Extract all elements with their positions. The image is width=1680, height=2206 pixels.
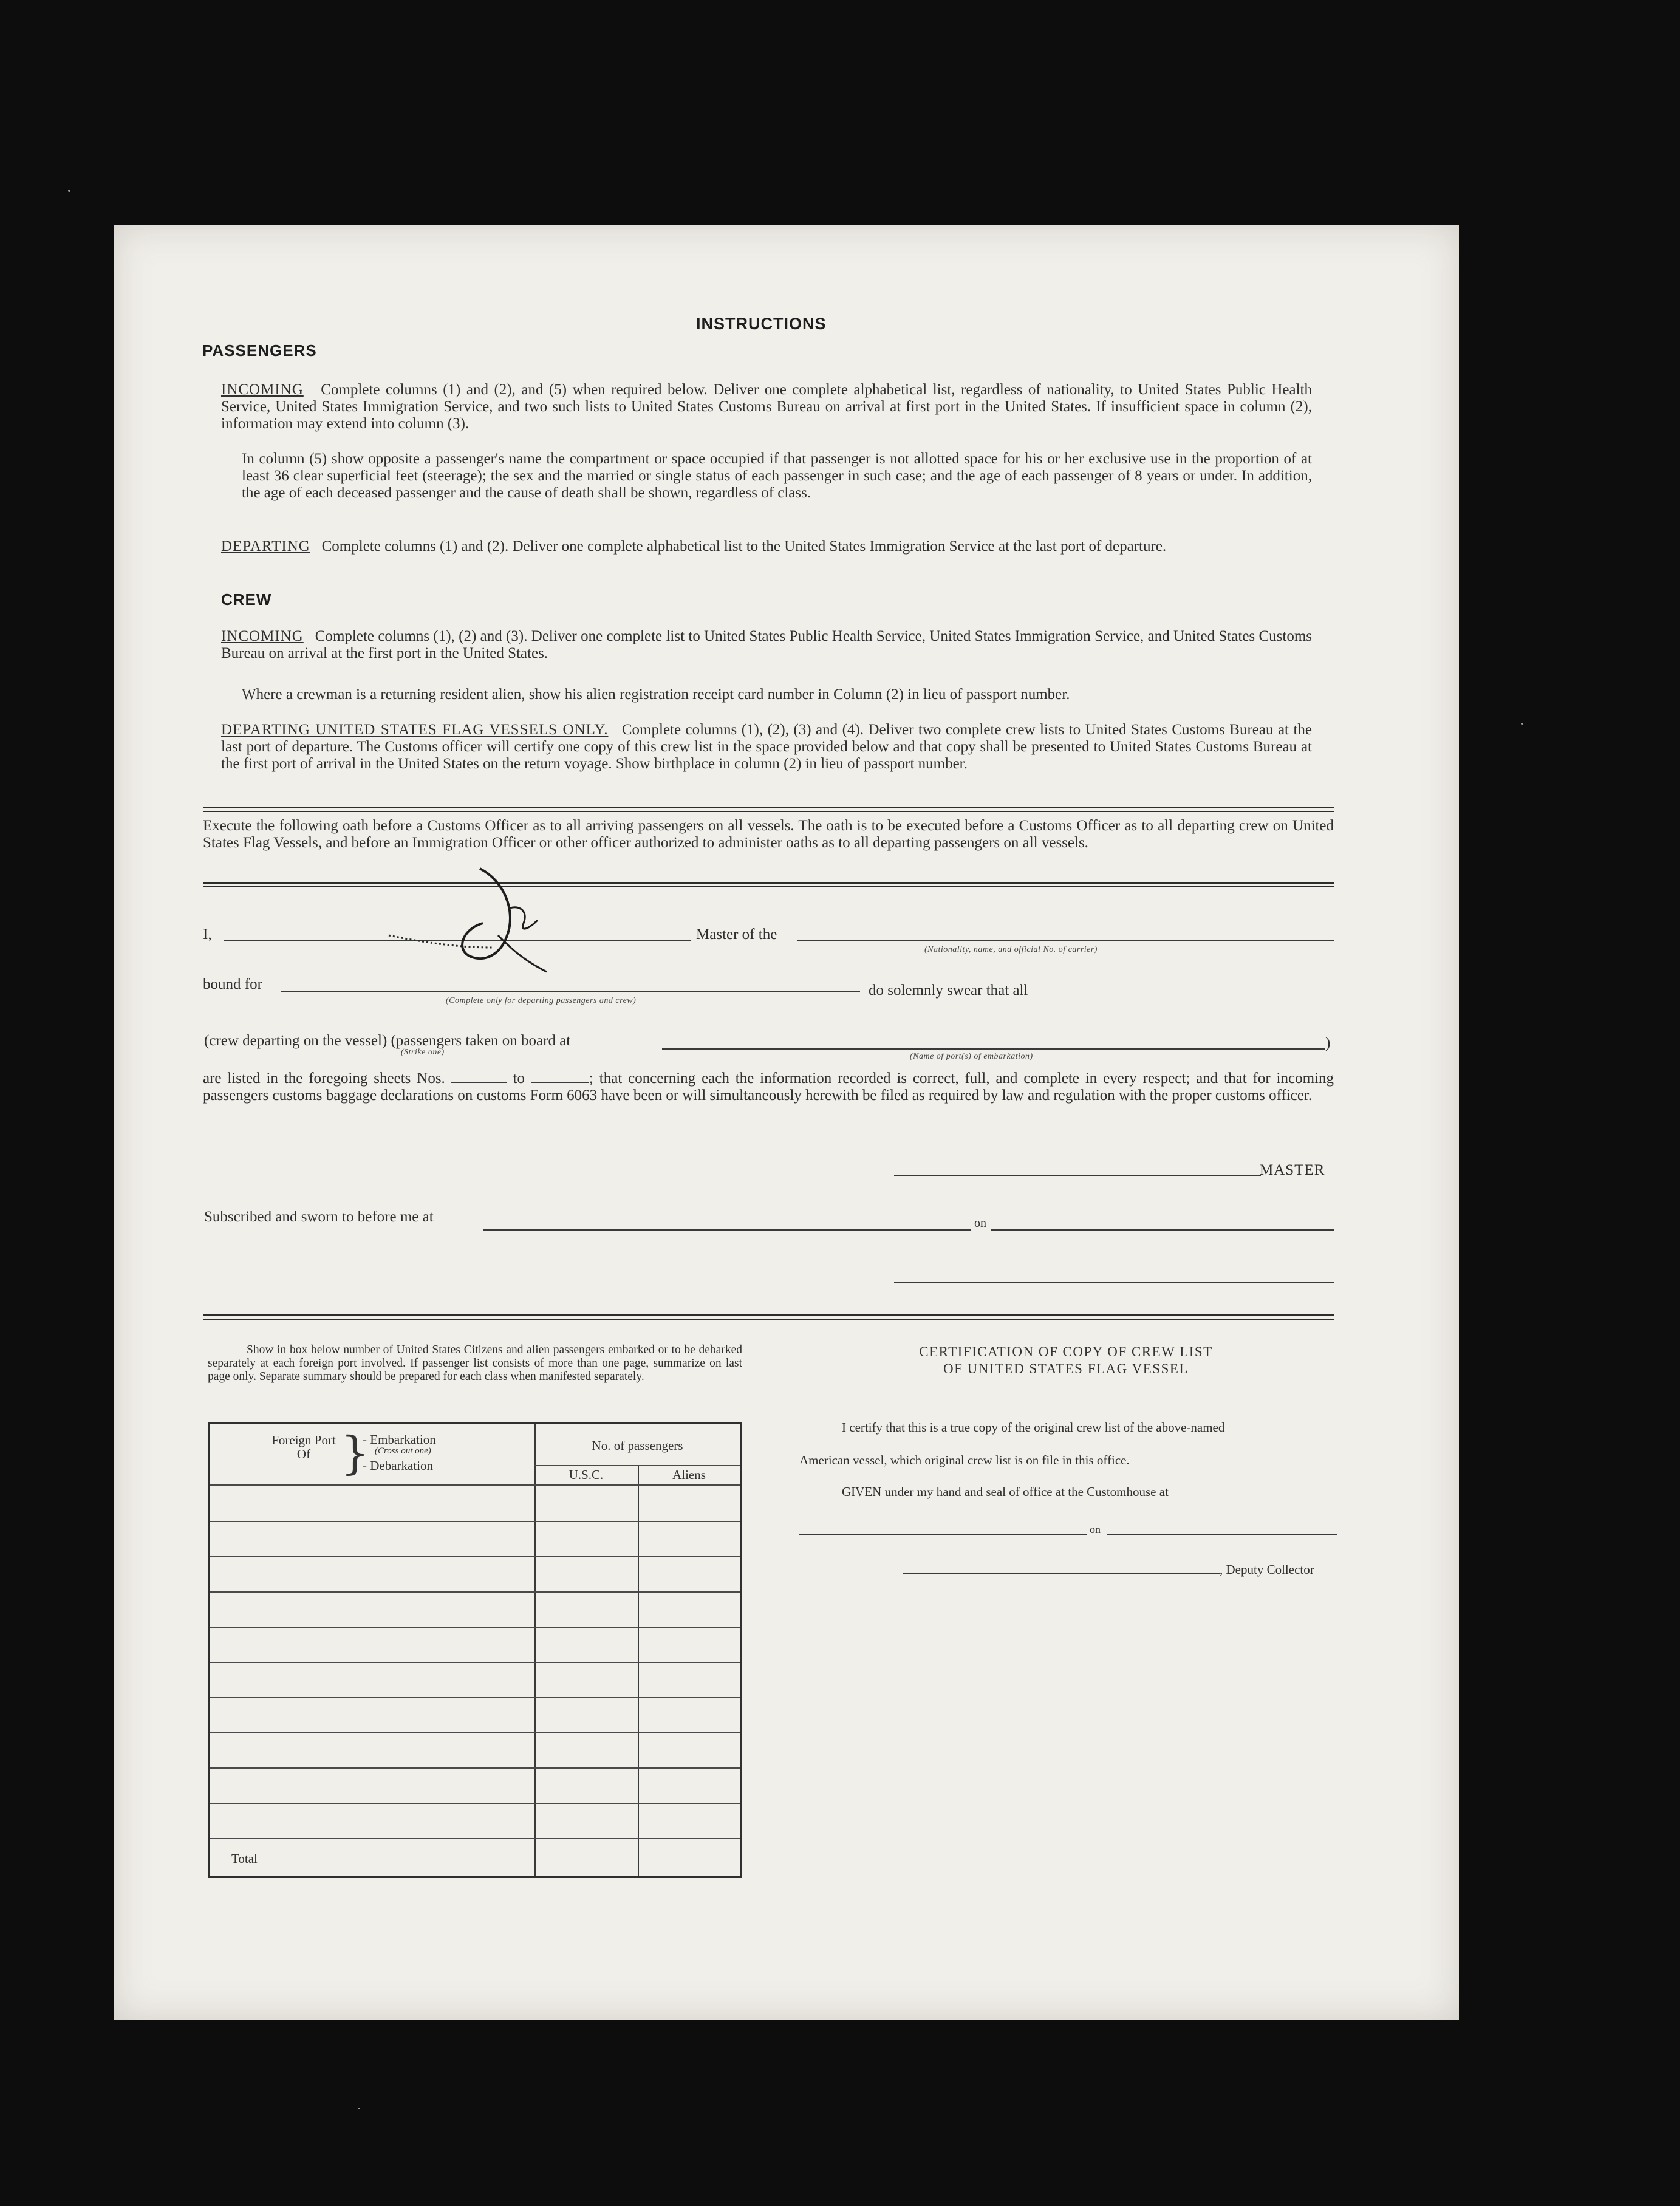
crew-departing-text: Complete columns (1), (2), (3) and (4). Deliver two complete crew lists to United States Customs Bureau at the last port of departure. The Customs officer will certify one copy of this crew list in the space provided below and that copy shall be presented to United States Customs Bureau at the first port of arrival in the United States on the return voyage. Show birthplace in column (2) in lieu of passport number. [221, 722, 1313, 772]
brace-icon: } [341, 1427, 370, 1480]
certification-date-field[interactable] [1107, 1534, 1337, 1535]
deputy-collector-signature-field[interactable] [903, 1573, 1220, 1574]
passengers-departing-paragraph [221, 538, 1312, 555]
table-divider [534, 1424, 536, 1876]
sheets-to-label: to [513, 1070, 525, 1087]
passengers-departing-text: Complete columns (1) and (2). Deliver one complete alphabetical list to the United States Immigration Service at the last port of departure. [321, 538, 1167, 555]
swear-label: do solemnly swear that all [869, 982, 1028, 999]
debarkation-label: - Debarkation [363, 1458, 434, 1473]
certification-title-line2: OF UNITED STATES FLAG VESSEL [943, 1361, 1189, 1376]
oath-intro: Execute the following oath before a Customs Officer as to all arriving passengers on all vessels. The oath is to be executed before a Customs Officer as to all departing crew on United States Flag Vessels, and before an Immigration Officer or other officer authorized to administer oaths as to all departing passengers on all vessels. [203, 818, 1334, 851]
embarkation-port-field[interactable] [662, 1048, 1325, 1050]
sheet-from-field[interactable] [451, 1071, 507, 1083]
passengers-departing-label: DEPARTING [221, 538, 310, 555]
master-signature [364, 856, 559, 978]
column5-paragraph: In column (5) show opposite a passenger's name the compartment or space occupied if that passenger is not allotted space for his or her exclusive use in the proportion of at least 36 clear superficial feet (steerage); the sex and the married or single status of each passenger in such case; and the age of each passenger of 8 years or under. In addition, the age of each deceased passenger and the cause of death shall be shown, regardless of class. [242, 451, 1312, 501]
crew-departing-paragraph [221, 722, 1312, 773]
table-row-line [210, 1662, 740, 1663]
instructions-title: INSTRUCTIONS [696, 315, 827, 333]
subscribed-on-label: on [974, 1217, 986, 1230]
crew-departing-strike-text: (crew departing on the vessel) (passengers taken on board at [204, 1033, 571, 1049]
passengers-incoming-paragraph [221, 381, 1312, 432]
given-text: GIVEN under my hand and seal of office at the Customhouse at [842, 1484, 1169, 1499]
certification-on-label: on [1090, 1523, 1101, 1535]
table-row-line [210, 1838, 740, 1839]
master-signature-field[interactable] [894, 1175, 1261, 1176]
crew-incoming-text: Complete columns (1), (2) and (3). Deliver one complete list to United States Public Health Service, United States Immigration Service, and United States Customs Bureau on arrival at the first port in the United States. [221, 628, 1313, 661]
subscribed-place-field[interactable] [483, 1229, 971, 1231]
carrier-hint: (Nationality, name, and official No. of carrier) [924, 945, 1098, 954]
cross-out-hint: (Cross out one) [375, 1446, 431, 1456]
crew-incoming-label: INCOMING [221, 628, 304, 644]
table-row-line [210, 1627, 740, 1628]
sheets-text-a: are listed in the foregoing sheets Nos. [203, 1070, 445, 1087]
officer-signature-field[interactable] [894, 1282, 1334, 1283]
table-row-line [210, 1591, 740, 1593]
no-passengers-label: No. of passengers [592, 1438, 683, 1453]
section-divider [203, 807, 1334, 812]
master-label: MASTER [1260, 1162, 1325, 1178]
sheet-to-field[interactable] [531, 1071, 589, 1083]
usc-column-header: U.S.C. [569, 1467, 604, 1482]
aliens-column-header: Aliens [672, 1467, 706, 1482]
sheets-text-b: ; that concerning each the information recorded is correct, full, and complete in every respect; and that for incoming passengers customs baggage declarations on customs Form 6063 have been or will simultaneously herewith be filed as required by law and regulation with the proper customs officer. [203, 1070, 1334, 1104]
certify-line2: American vessel, which original crew list is on file in this office. [799, 1453, 1130, 1467]
table-divider [534, 1465, 740, 1466]
table-row-line [210, 1697, 740, 1698]
passengers-heading: PASSENGERS [202, 341, 317, 360]
table-row-line [210, 1521, 740, 1522]
master-of-label: Master of the [696, 926, 777, 943]
scan-speck [1521, 723, 1523, 725]
strike-hint: (Strike one) [401, 1048, 445, 1057]
passenger-summary-table [208, 1422, 742, 1878]
certification-title [784, 1344, 1348, 1378]
table-row-line [210, 1732, 740, 1733]
deputy-collector-label: , Deputy Collector [1220, 1562, 1314, 1577]
show-through-watermark [86, 298, 205, 401]
table-row-line [210, 1767, 740, 1769]
i-label: I, [203, 926, 212, 943]
table-row-line [210, 1556, 740, 1557]
subscribed-label: Subscribed and sworn to before me at [204, 1209, 434, 1225]
total-label: Total [231, 1851, 258, 1866]
bound-for-field[interactable] [281, 991, 860, 992]
certify-line1: I certify that this is a true copy of the original crew list of the above-named [842, 1420, 1225, 1435]
crew-incoming-paragraph [221, 628, 1312, 662]
crew-departing-label: DEPARTING UNITED STATES FLAG VESSELS ONLY. [221, 722, 609, 738]
table-header-bottom [210, 1484, 740, 1486]
carrier-field[interactable] [797, 940, 1334, 941]
close-paren: ) [1325, 1035, 1331, 1051]
passengers-incoming-label: INCOMING [221, 381, 304, 398]
crew-heading: CREW [221, 590, 272, 609]
foreign-port-label: Foreign Port Of [271, 1433, 336, 1461]
passengers-incoming-text: Complete columns (1) and (2), and (5) when required below. Deliver one complete alphabetical list, regardless of nationality, to United States Public Health Service, United States Immigration Service, and two such lists to United States Customs Bureau on arrival at first port in the United States. If insufficient space in column (2), information may extend into column (3). [221, 381, 1313, 432]
certification-title-line1: CERTIFICATION OF COPY OF CREW LIST [919, 1344, 1213, 1359]
bound-for-hint: (Complete only for departing passengers and crew) [446, 996, 637, 1005]
summary-instructions: Show in box below number of United States Citizens and alien passengers embarked or to be debarked separately at each foreign port involved. If passenger list consists of more than one page, summarize on last page only. Separate summary should be prepared for each class when manifested separately. [208, 1344, 742, 1383]
scan-speck [358, 2108, 360, 2109]
customhouse-field[interactable] [799, 1534, 1087, 1535]
embarkation-label: - Embarkation [363, 1432, 436, 1447]
table-divider [638, 1465, 639, 1876]
sheets-paragraph [203, 1070, 1334, 1104]
bound-for-label: bound for [203, 976, 262, 992]
crewman-paragraph: Where a crewman is a returning resident alien, show his alien registration receipt card number in Column (2) in lieu of passport number. [242, 686, 1070, 703]
port-hint: (Name of port(s) of embarkation) [910, 1052, 1033, 1061]
scan-speck [68, 190, 70, 192]
lower-divider [203, 1314, 1334, 1320]
table-row-line [210, 1803, 740, 1804]
subscribed-date-field[interactable] [991, 1229, 1334, 1231]
